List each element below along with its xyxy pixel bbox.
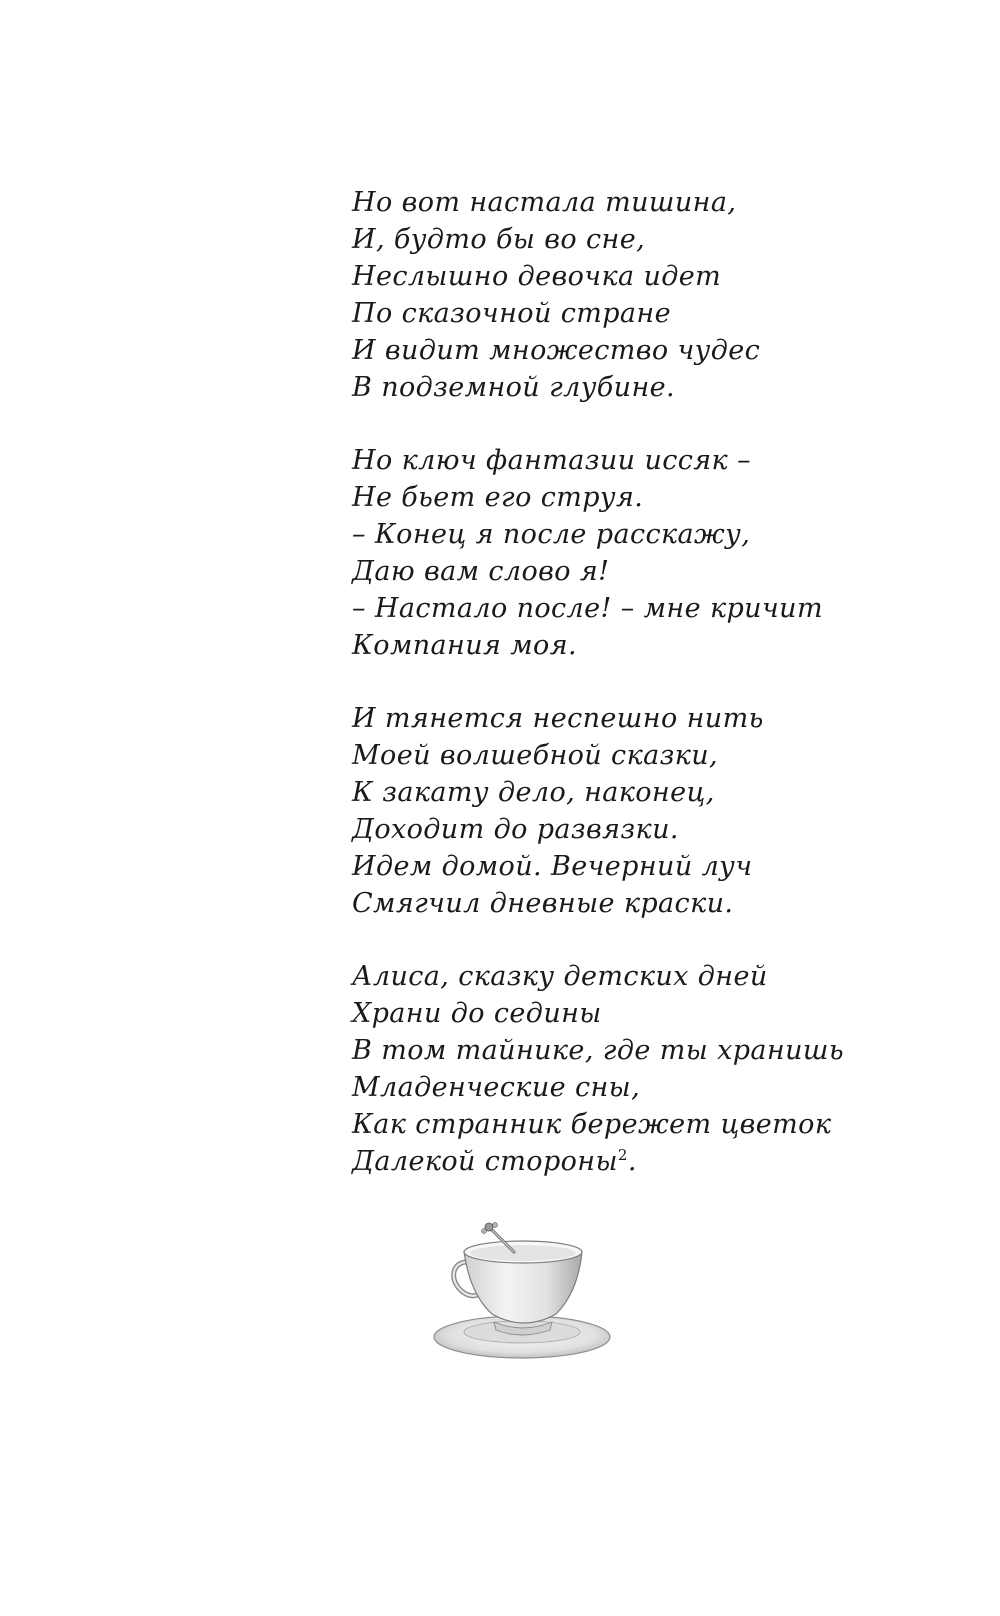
poem-line: Но вот настала тишина, [352, 187, 737, 218]
poem-line: К закату дело, наконец, [352, 777, 715, 808]
poem-line: И тянется неспешно нить [352, 703, 764, 734]
poem-line: Компания моя. [352, 630, 577, 661]
poem-line: В том тайнике, где ты хранишь [352, 1035, 844, 1066]
stanza-1 [352, 184, 912, 406]
poem-line: Даю вам слово я! [352, 556, 610, 587]
poem-line: В подземной глубине. [352, 372, 675, 403]
poem-line: Но ключ фантазии иссяк – [352, 445, 751, 476]
stanza-2 [352, 442, 912, 664]
poem-line: Как странник бережет цветок [352, 1109, 832, 1140]
poem-line-text: Далекой стороны [352, 1146, 618, 1177]
poem-line: Смягчил дневные краски. [352, 888, 734, 919]
poem-line: Не бьет его струя. [352, 482, 644, 513]
poem-line: И видит множество чудес [352, 335, 761, 366]
poem-line: Моей волшебной сказки, [352, 740, 719, 771]
poem-line-last [352, 1143, 912, 1180]
poem-line: Доходит до развязки. [352, 814, 679, 845]
poem-line: Младенческие сны, [352, 1072, 641, 1103]
line-end-punctuation: . [627, 1146, 637, 1177]
stanza-3 [352, 700, 912, 922]
poem-line: По сказочной стране [352, 298, 671, 329]
poem-line: Неслышно девочка идет [352, 261, 722, 292]
poem-line: – Настало после! – мне кричит [352, 593, 823, 624]
poem-line: Идем домой. Вечерний луч [352, 851, 753, 882]
poem [352, 184, 912, 1216]
poem-line: Алиса, сказку детских дней [352, 961, 768, 992]
poem-line: Храни до седины [352, 998, 602, 1029]
poem-line: И, будто бы во сне, [352, 224, 646, 255]
footnote-mark[interactable]: 2 [617, 1146, 628, 1164]
teacup-with-spoon-icon [432, 1222, 632, 1372]
stanza-4 [352, 958, 912, 1180]
poem-line: – Конец я после расскажу, [352, 519, 751, 550]
